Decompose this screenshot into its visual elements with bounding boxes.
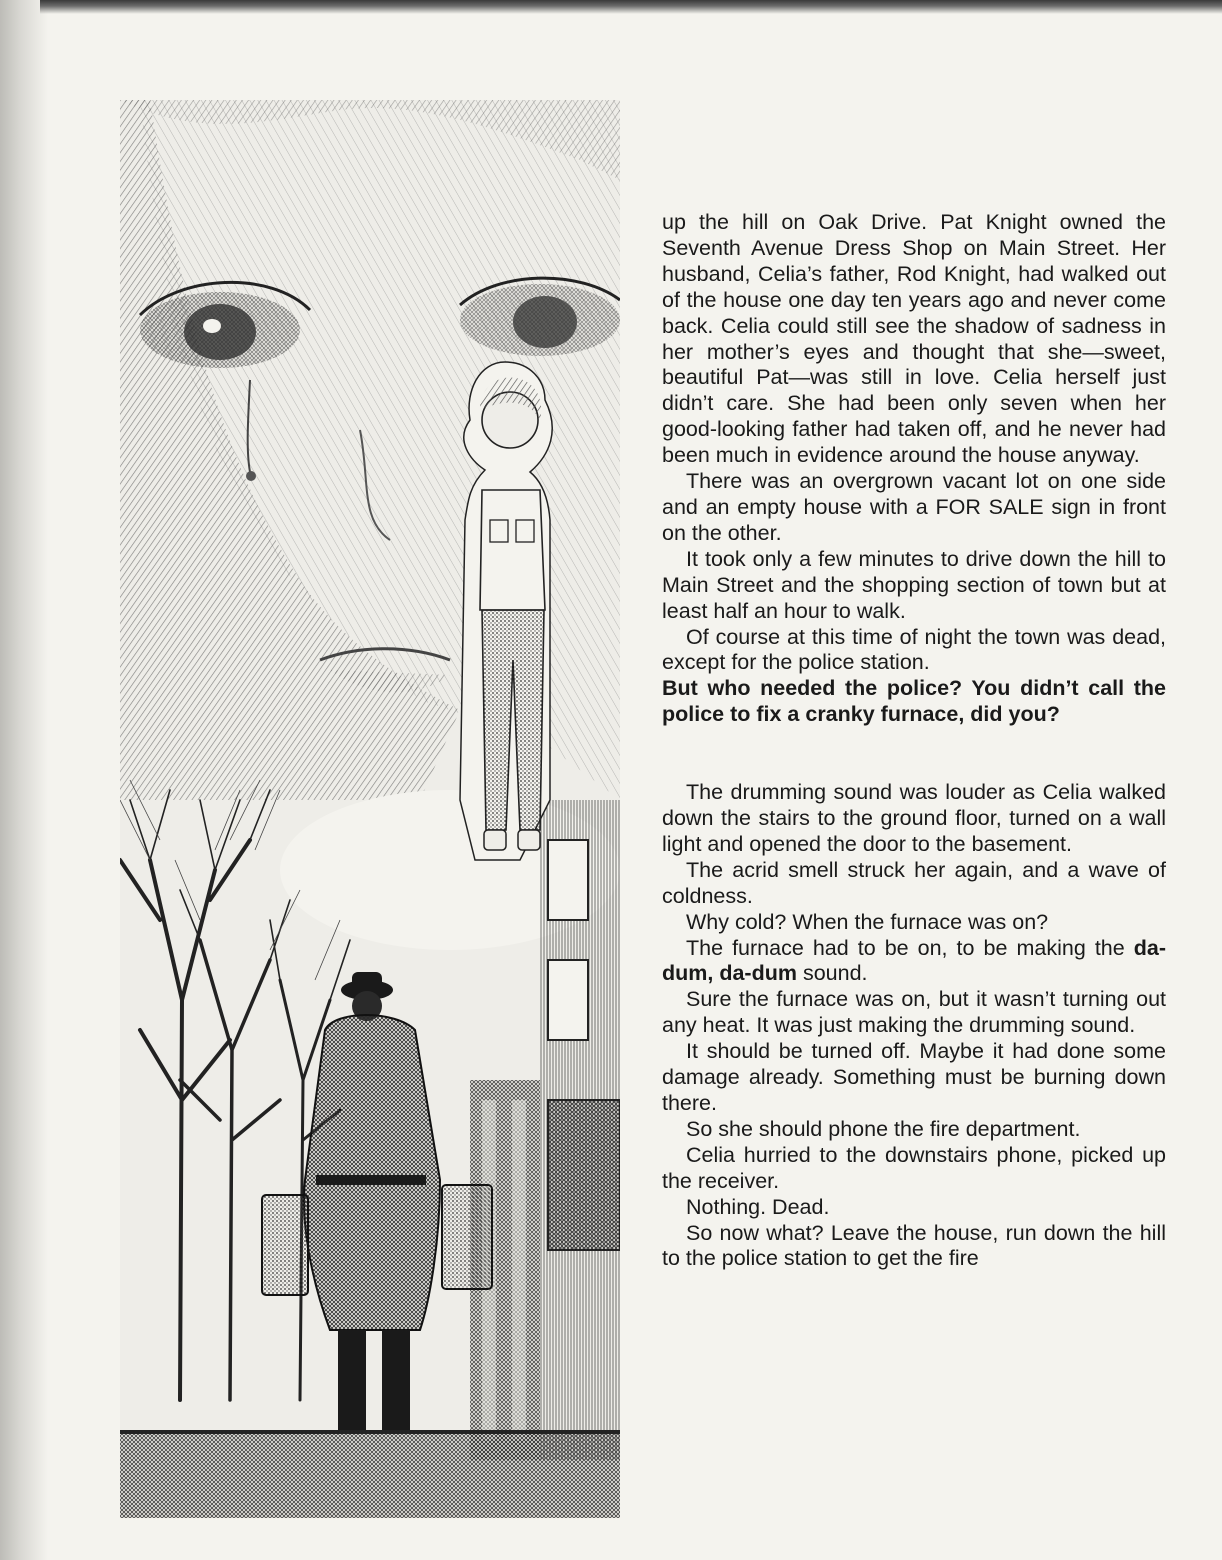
paragraph: Of course at this time of night the town was dead, except for the police station.: [662, 624, 1166, 675]
paragraph-text: The furnace had to be on, to be making the: [686, 935, 1125, 960]
paragraph: [662, 936, 1166, 988]
story-text-column: [662, 210, 1166, 1272]
paragraph: It took only a few minutes to drive down the hill to Main Street and the shopping section of town but at least half an hour to walk.: [662, 546, 1166, 623]
sound-effect-text: da-dum, da-dum: [662, 935, 1166, 986]
bold-paragraph: But who needed the police? You didn’t call the police to fix a cranky furnace, did you?: [662, 676, 1166, 727]
paragraph: It should be turned off. Maybe it had done some damage already. Something must be burning down there.: [662, 1039, 1166, 1115]
paragraph: Celia hurried to the downstairs phone, picked up the receiver.: [662, 1142, 1166, 1193]
paragraph: up the hill on Oak Drive. Pat Knight owned the Seventh Avenue Dress Shop on Main Street. Her husband, Celia’s father, Rod Knight, had walked out of the house one day ten years ago and never come back. Celia could still see the shadow of sadness in her mother’s eyes and thought that she—sweet, beautiful Pat—was still in love. Celia herself just didn’t care. She had been only seven when her good-looking father had taken off, and he never had been much in evidence around the house anyway.: [662, 210, 1166, 468]
page-binding-edge: [0, 0, 48, 1560]
paragraph: The drumming sound was louder as Celia walked down the stairs to the ground floor, turned on a wall light and opened the door to the basement.: [662, 780, 1166, 856]
story-illustration: [120, 100, 620, 1518]
scan-top-shadow: [40, 0, 1222, 14]
paragraph: Why cold? When the furnace was on?: [686, 909, 1049, 934]
paragraph: So now what? Leave the house, run down the hill to the police station to get the fire: [662, 1220, 1166, 1271]
paragraph: The acrid smell struck her again, and a wave of coldness.: [662, 857, 1166, 908]
paragraph: Nothing. Dead.: [686, 1194, 830, 1219]
paragraph: So she should phone the fire department.: [686, 1116, 1081, 1141]
paragraph: There was an overgrown vacant lot on one side and an empty house with a FOR SALE sign in front on the other.: [662, 469, 1166, 545]
paragraph-text: sound.: [802, 961, 868, 986]
paragraph: Sure the furnace was on, but it wasn’t turning out any heat. It was just making the drumming sound.: [662, 987, 1166, 1038]
